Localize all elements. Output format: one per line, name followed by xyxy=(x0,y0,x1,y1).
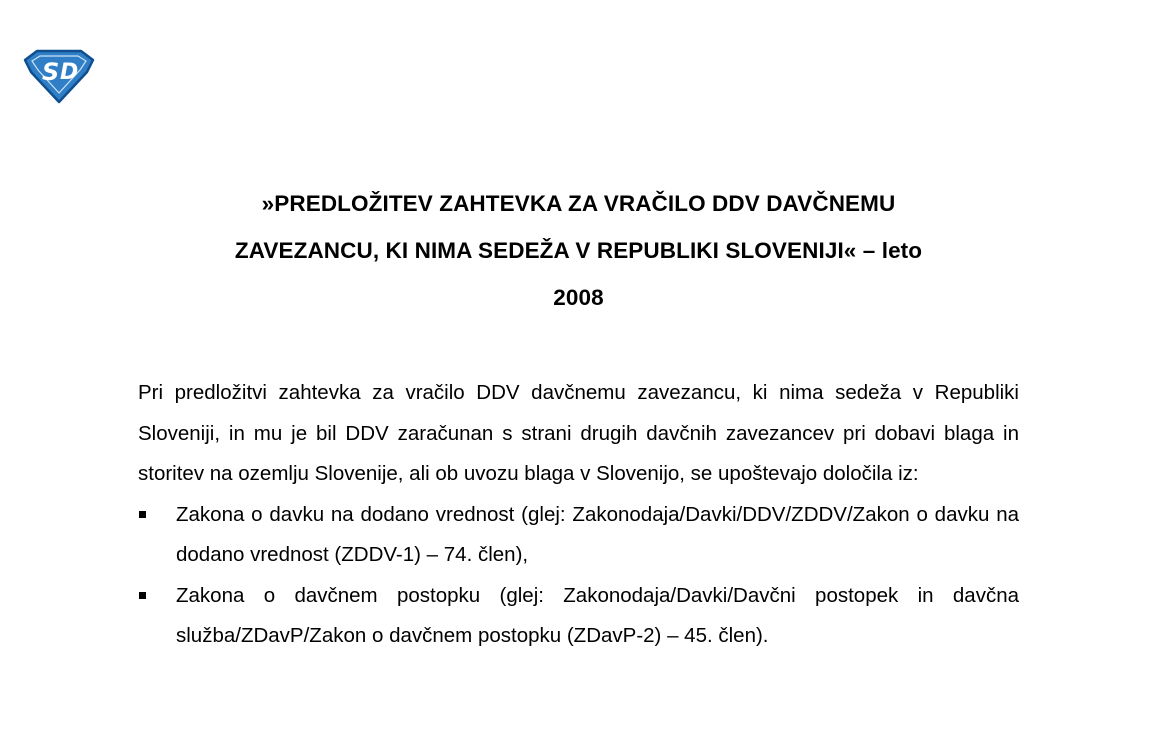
intro-paragraph: Pri predložitvi zahtevka za vračilo DDV davčnemu zavezancu, ki nima sedeža v Republiki Sloveniji, in mu je bil DDV zaračunan s strani drugih davčnih zavezancev pri dobavi blaga in storitev na ozemlju Slovenije, ali ob uvozu blaga v Slovenijo, se upoštevajo določila iz: xyxy=(138,381,1019,485)
svg-text:S: S xyxy=(42,58,60,86)
legal-reference-list xyxy=(138,495,1019,657)
svg-text:D: D xyxy=(60,60,79,85)
document-title xyxy=(138,180,1019,321)
list-item-text: Zakona o davku na dodano vrednost (glej: Zakonodaja/Davki/DDV/ZDDV/Zakon o davku na dodano vrednost (ZDDV-1) – 74. člen), xyxy=(176,502,1019,566)
document-title-line-2: ZAVEZANCU, KI NIMA SEDEŽA V REPUBLIKI SLOVENIJI« – leto xyxy=(234,238,923,263)
list-item-text: Zakona o davčnem postopku (glej: Zakonodaja/Davki/Davčni postopek in davčna služba/ZDavP/Zakon o davčnem postopku (ZDavP-2) – 45. člen). xyxy=(176,583,1019,647)
list-item xyxy=(138,495,1019,576)
square-bullet-icon xyxy=(139,592,146,599)
document-title-line-1: »PREDLOŽITEV ZAHTEVKA ZA VRAČILO DDV DAVČNEMU xyxy=(261,191,896,216)
square-bullet-icon xyxy=(139,511,146,518)
document-body xyxy=(138,373,1019,657)
sd-shield-logo-icon xyxy=(22,48,96,104)
document-title-line-3: 2008 xyxy=(553,285,604,310)
list-item xyxy=(138,576,1019,657)
